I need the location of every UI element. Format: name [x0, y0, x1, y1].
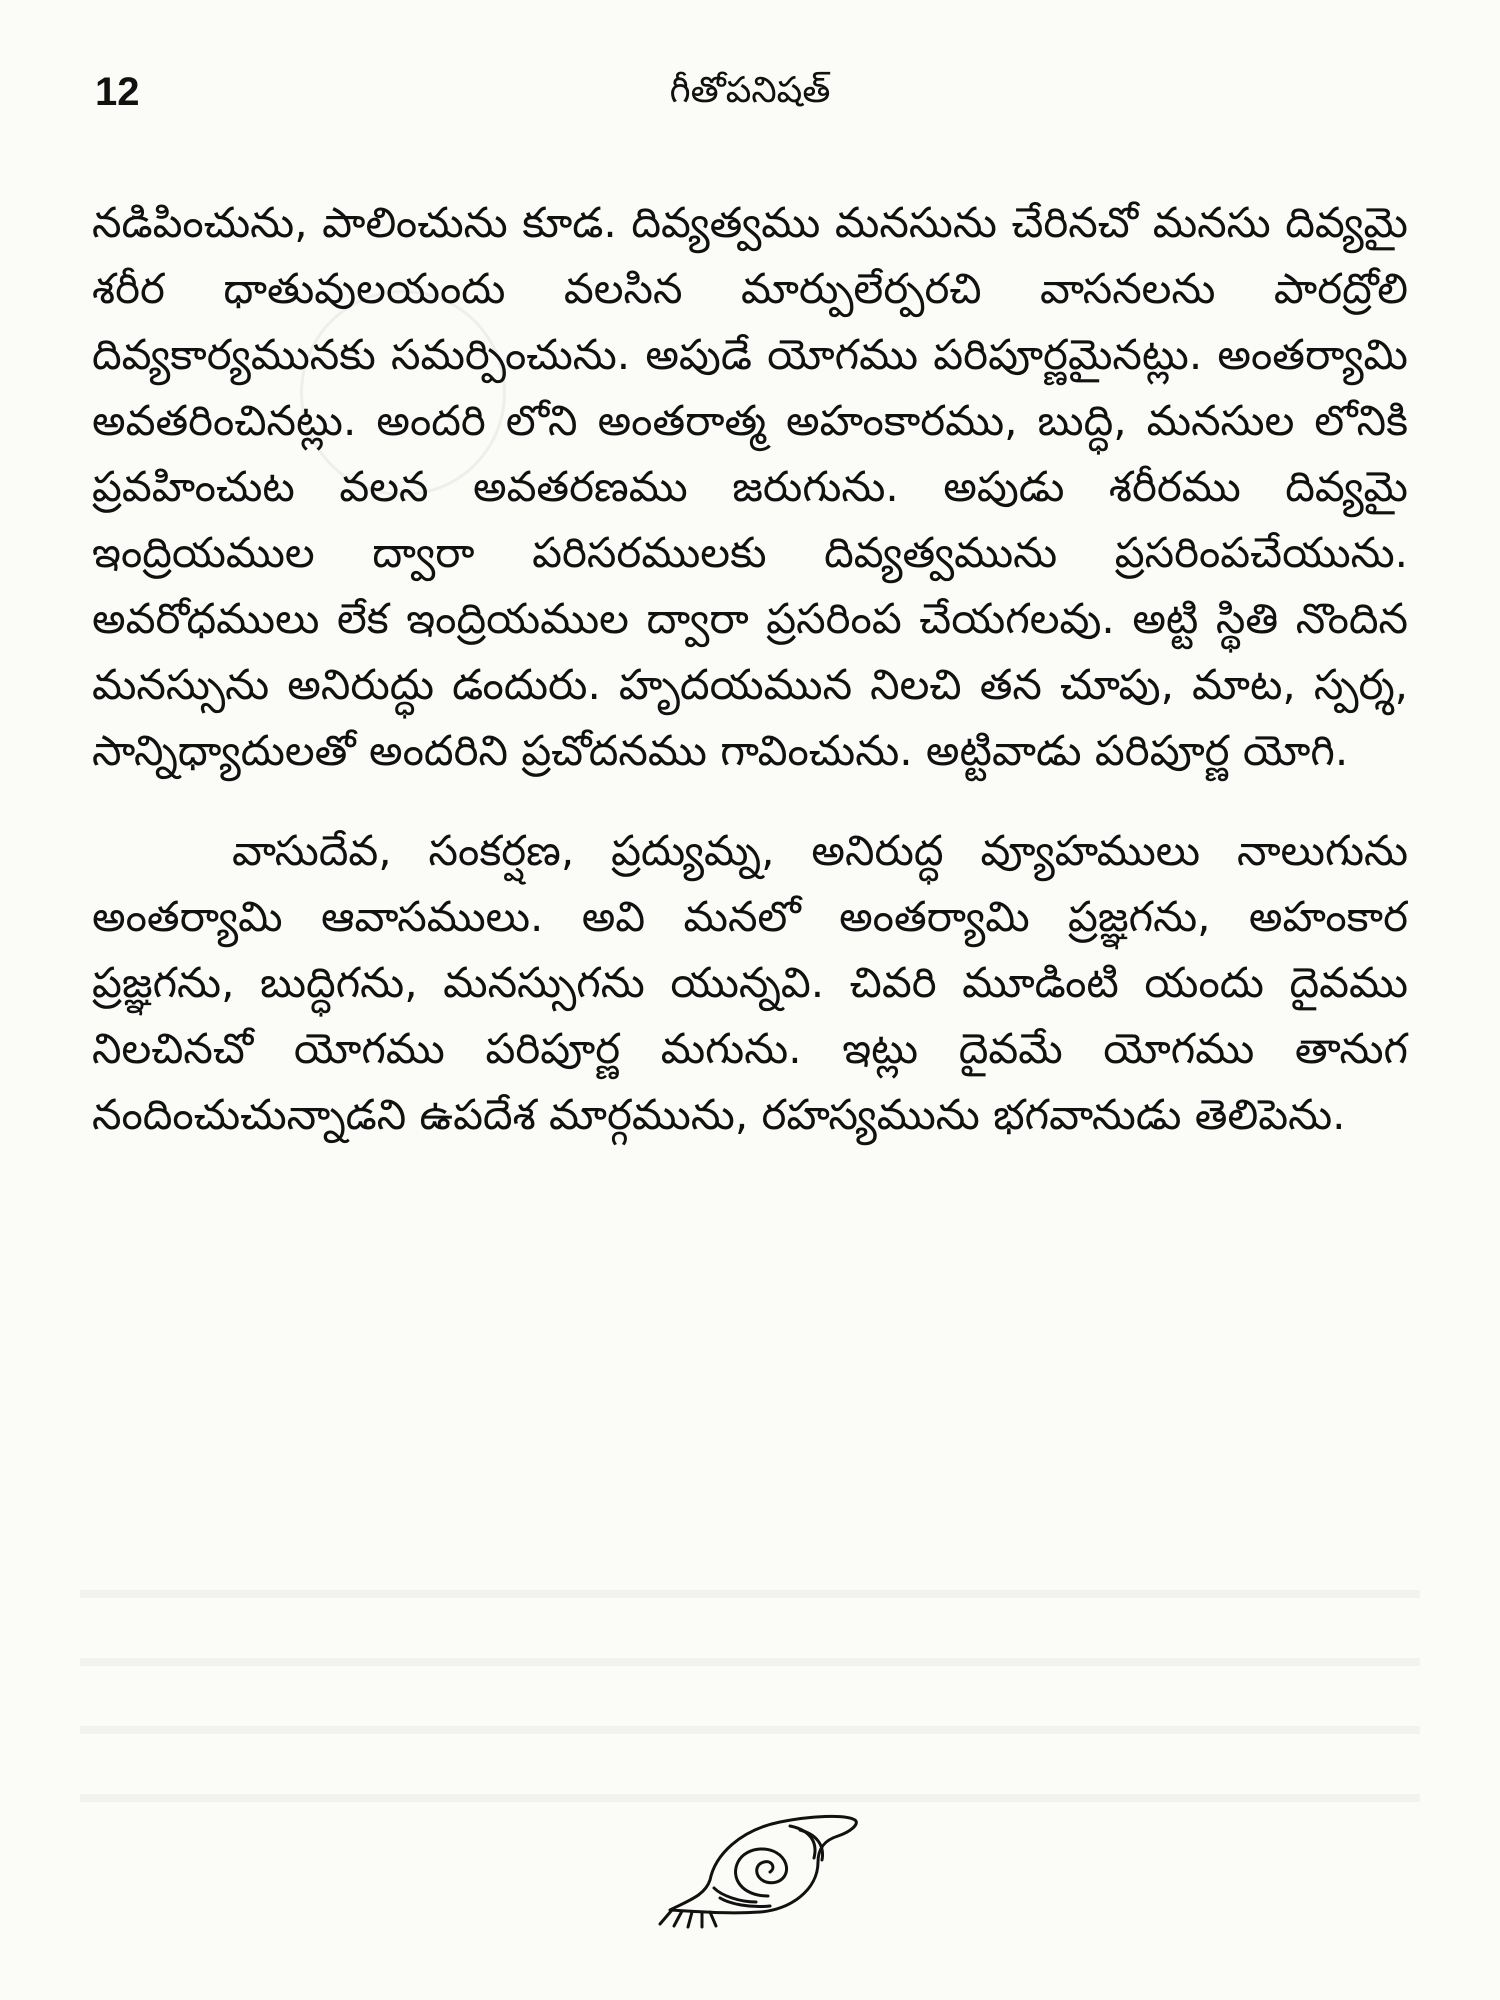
page-header: [95, 70, 1405, 150]
body-text: [92, 190, 1408, 1148]
conch-shell-icon: [650, 1800, 870, 1930]
running-title: గీతోపనిషత్: [669, 70, 831, 111]
paragraph: వాసుదేవ, సంకర్షణ, ప్రద్యుమ్న, అనిరుద్ధ వ్యూహములు నాలుగును అంతర్యామి ఆవాసములు. అవి మనలో అంతర్యామి ప్రజ్ఞగను, అహంకార ప్రజ్ఞగను, బుద్ధిగను, మనస్సుగను యున్నవి. చివరి మూడింటి యందు దైవము నిలచినచో యోగము పరిపూర్ణ మగును. ఇట్లు దైవమే యోగము తానుగ నందించుచున్నాడని ఉపదేశ మార్గమును, రహస్యమును భగవానుడు తెలిపెను.: [92, 826, 1408, 1139]
page-number: 12: [95, 70, 140, 114]
show-through-lines: [80, 1530, 1420, 1830]
paragraph: నడిపించును, పాలించును కూడ. దివ్యత్వము మనసును చేరినచో మనసు దివ్యమై శరీర ధాతువులయందు వలసిన మార్పులేర్పరచి వాసనలను పారద్రోలి దివ్యకార్యమునకు సమర్పించును. అపుడే యోగము పరిపూర్ణమైనట్లు. అంతర్యామి అవతరించినట్లు. అందరి లోని అంతరాత్మ అహంకారము, బుద్ధి, మనసుల లోనికి ప్రవహించుట వలన అవతరణము జరుగును. అపుడు శరీరము దివ్యమై ఇంద్రియముల ద్వారా పరిసరములకు దివ్యత్వమును ప్రసరింపచేయును. అవరోధములు లేక ఇంద్రియముల ద్వారా ప్రసరింప చేయగలవు. అట్టి స్థితి నొందిన మనస్సును అనిరుద్ధు డందురు. హృదయమున నిలచి తన చూపు, మాట, స్పర్శ, సాన్నిధ్యాదులతో అందరిని ప్రచోదనము గావించును. అట్టివాడు పరిపూర్ణ యోగి.: [92, 198, 1408, 775]
